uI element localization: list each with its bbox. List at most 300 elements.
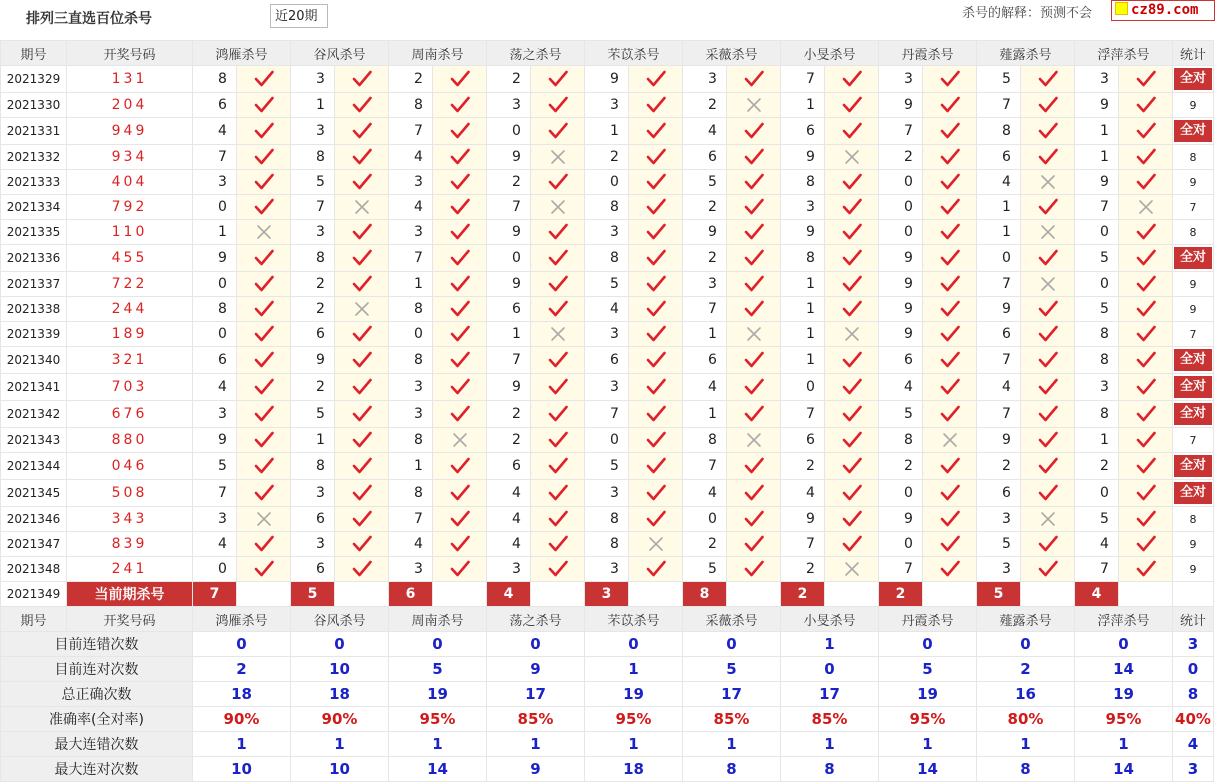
kill-number: 4 [683,118,727,145]
kill-number: 6 [487,297,531,322]
check-icon [727,507,781,532]
all-correct-badge: 全对 [1174,120,1212,142]
kill-number: 7 [487,195,531,220]
summary-value: 18 [193,682,291,707]
kill-number: 5 [977,532,1021,557]
check-icon [1021,93,1075,118]
summary-value: 0 [291,632,389,657]
kill-number: 2 [781,557,825,582]
kill-number: 2 [389,66,433,93]
check-icon [433,374,487,401]
check-icon [825,374,879,401]
kill-number-table [0,40,1214,782]
header-draw: 开奖号码 [67,41,193,66]
kill-number: 9 [487,374,531,401]
header-expert: 薤露杀号 [977,41,1075,66]
cross-icon [1021,272,1075,297]
kill-number: 7 [879,118,923,145]
check-icon [629,428,683,453]
kill-number: 8 [585,245,629,272]
check-icon [237,557,291,582]
header-expert: 周南杀号 [389,41,487,66]
kill-number: 7 [291,195,335,220]
summary-value: 1 [585,657,683,682]
check-icon [727,118,781,145]
table-row [1,93,1214,118]
check-icon [237,428,291,453]
issue-cell: 2021336 [1,245,67,272]
kill-number: 0 [879,195,923,220]
summary-value: 8 [781,757,879,782]
summary-value: 0 [389,632,487,657]
draw-number: 189 [67,322,193,347]
kill-number: 9 [585,66,629,93]
check-icon [825,220,879,245]
kill-number: 5 [879,401,923,428]
check-icon [1119,374,1173,401]
kill-number: 9 [781,220,825,245]
check-icon [923,374,977,401]
kill-number: 6 [193,93,237,118]
kill-number: 8 [1075,347,1119,374]
summary-value: 85% [781,707,879,732]
kill-number: 1 [1075,118,1119,145]
issue-cell: 2021338 [1,297,67,322]
kill-number: 8 [193,297,237,322]
table-row [1,507,1214,532]
check-icon [335,557,389,582]
kill-number: 4 [487,532,531,557]
issue-cell: 2021347 [1,532,67,557]
kill-number: 9 [781,507,825,532]
summary-stat: 3 [1173,632,1214,657]
check-icon [1021,118,1075,145]
check-icon [727,374,781,401]
current-kill-number: 4 [1075,582,1119,607]
stat-cell: 9 [1173,557,1214,582]
cross-icon [237,220,291,245]
kill-number: 8 [389,93,433,118]
current-kill-number: 3 [585,582,629,607]
check-icon [1119,93,1173,118]
check-icon [727,170,781,195]
summary-value: 1 [291,732,389,757]
summary-row [1,632,1214,657]
check-icon [1021,557,1075,582]
check-icon [335,93,389,118]
check-icon [1021,297,1075,322]
check-icon [237,401,291,428]
check-icon [727,347,781,374]
check-icon [923,195,977,220]
summary-stat: 40% [1173,707,1214,732]
summary-value: 14 [1075,757,1173,782]
kill-number: 3 [291,66,335,93]
kill-number: 8 [781,170,825,195]
check-icon [727,272,781,297]
current-kill-number: 5 [977,582,1021,607]
draw-number: 321 [67,347,193,374]
summary-value: 1 [781,732,879,757]
kill-number: 9 [879,272,923,297]
summary-value: 1 [977,732,1075,757]
check-icon [335,272,389,297]
kill-number: 2 [1075,453,1119,480]
kill-number: 4 [389,532,433,557]
kill-number: 5 [977,66,1021,93]
header-issue: 期号 [1,41,67,66]
summary-value: 95% [879,707,977,732]
table-row [1,347,1214,374]
table-row [1,322,1214,347]
check-icon [237,66,291,93]
draw-number: 343 [67,507,193,532]
check-icon [629,480,683,507]
kill-number: 0 [879,220,923,245]
check-icon [825,66,879,93]
current-kill-blank [531,582,585,607]
cross-icon [335,195,389,220]
current-kill-blank [1021,582,1075,607]
kill-number: 3 [585,374,629,401]
summary-value: 19 [585,682,683,707]
table-row [1,145,1214,170]
check-icon [727,401,781,428]
kill-number: 9 [487,145,531,170]
header-row [1,41,1214,66]
header-stat: 统计 [1173,607,1214,632]
check-icon [531,557,585,582]
draw-number: 676 [67,401,193,428]
check-icon [335,66,389,93]
check-icon [1021,480,1075,507]
check-icon [1021,245,1075,272]
summary-value: 16 [977,682,1075,707]
draw-number: 722 [67,272,193,297]
check-icon [433,507,487,532]
kill-number: 1 [781,322,825,347]
kill-number: 6 [291,322,335,347]
summary-value: 8 [683,757,781,782]
check-icon [825,170,879,195]
summary-row [1,682,1214,707]
kill-number: 4 [193,118,237,145]
draw-number: 839 [67,532,193,557]
header-expert: 芣苡杀号 [585,607,683,632]
kill-number: 0 [487,118,531,145]
cross-icon [727,93,781,118]
kill-number: 0 [879,170,923,195]
kill-number: 9 [879,93,923,118]
table-row [1,297,1214,322]
summary-row [1,757,1214,782]
kill-number: 5 [683,170,727,195]
draw-number: 046 [67,453,193,480]
kill-number: 8 [585,195,629,220]
current-kill-blank [1119,582,1173,607]
kill-number: 3 [683,272,727,297]
stat-cell: 9 [1173,297,1214,322]
summary-value: 18 [585,757,683,782]
cross-icon [727,322,781,347]
kill-number: 0 [193,272,237,297]
kill-number: 8 [193,66,237,93]
check-icon [335,532,389,557]
kill-number: 4 [683,374,727,401]
kill-number: 1 [585,118,629,145]
table-row [1,195,1214,220]
draw-number: 703 [67,374,193,401]
check-icon [825,93,879,118]
kill-number: 4 [193,374,237,401]
summary-value: 0 [977,632,1075,657]
kill-number: 7 [683,453,727,480]
check-icon [531,428,585,453]
check-icon [923,66,977,93]
summary-value: 95% [389,707,487,732]
check-icon [825,401,879,428]
issue-cell: 2021335 [1,220,67,245]
check-icon [1119,532,1173,557]
check-icon [335,322,389,347]
check-icon [531,374,585,401]
kill-number: 5 [1075,507,1119,532]
kill-number: 1 [977,195,1021,220]
check-icon [1119,145,1173,170]
check-icon [335,428,389,453]
table-row [1,170,1214,195]
kill-number: 3 [193,170,237,195]
check-icon [433,557,487,582]
check-icon [727,453,781,480]
check-icon [629,297,683,322]
kill-number: 0 [977,245,1021,272]
kill-number: 1 [781,272,825,297]
check-icon [433,145,487,170]
summary-stat: 8 [1173,682,1214,707]
cross-icon [923,428,977,453]
kill-number: 1 [389,272,433,297]
kill-number: 6 [683,145,727,170]
kill-number: 7 [193,145,237,170]
check-icon [531,347,585,374]
check-icon [923,322,977,347]
check-icon [727,145,781,170]
summary-value: 19 [389,682,487,707]
stat-cell: 8 [1173,145,1214,170]
summary-value: 0 [683,632,781,657]
kill-number: 3 [1075,374,1119,401]
kill-number: 1 [977,220,1021,245]
summary-value: 1 [879,732,977,757]
all-correct-badge: 全对 [1174,455,1212,477]
check-icon [923,272,977,297]
draw-number: 110 [67,220,193,245]
summary-value: 1 [683,732,781,757]
check-icon [335,480,389,507]
cross-icon [335,297,389,322]
header-expert: 鸿雁杀号 [193,607,291,632]
check-icon [923,557,977,582]
check-icon [433,245,487,272]
kill-number: 7 [781,401,825,428]
kill-number: 8 [781,245,825,272]
summary-value: 8 [977,757,1075,782]
kill-number: 8 [291,245,335,272]
check-icon [727,245,781,272]
kill-number: 2 [487,428,531,453]
check-icon [1119,118,1173,145]
issue-cell: 2021340 [1,347,67,374]
kill-number: 6 [585,347,629,374]
kill-number: 3 [487,93,531,118]
check-icon [629,170,683,195]
summary-value: 0 [879,632,977,657]
kill-number: 1 [781,93,825,118]
summary-value: 85% [683,707,781,732]
check-icon [1119,322,1173,347]
cross-icon [727,428,781,453]
header-expert: 采薇杀号 [683,41,781,66]
summary-value: 2 [977,657,1075,682]
check-icon [825,118,879,145]
kill-number: 5 [291,170,335,195]
summary-label: 目前连错次数 [1,632,193,657]
check-icon [1119,401,1173,428]
kill-number: 0 [1075,272,1119,297]
kill-number: 0 [585,428,629,453]
check-icon [335,170,389,195]
check-icon [433,480,487,507]
kill-number: 9 [977,428,1021,453]
kill-number: 3 [291,220,335,245]
summary-value: 10 [291,757,389,782]
kill-number: 7 [585,401,629,428]
header-expert: 小旻杀号 [781,41,879,66]
issue-cell: 2021334 [1,195,67,220]
issue-cell: 2021337 [1,272,67,297]
kill-number: 3 [977,557,1021,582]
kill-number: 3 [389,401,433,428]
kill-number: 8 [977,118,1021,145]
summary-label: 最大连对次数 [1,757,193,782]
kill-number: 3 [389,557,433,582]
header-stat: 统计 [1173,41,1214,66]
cross-icon [825,145,879,170]
summary-value: 14 [879,757,977,782]
check-icon [629,507,683,532]
check-icon [727,480,781,507]
kill-number: 8 [291,453,335,480]
kill-number: 4 [487,480,531,507]
kill-number: 3 [585,480,629,507]
range-select[interactable]: 近20期 [270,4,328,28]
summary-row [1,707,1214,732]
kill-number: 7 [977,401,1021,428]
kill-number: 7 [977,347,1021,374]
kill-number: 1 [291,428,335,453]
header-expert: 鸿雁杀号 [193,41,291,66]
check-icon [629,93,683,118]
all-correct-badge: 全对 [1174,376,1212,398]
kill-number: 6 [781,428,825,453]
table-row [1,245,1214,272]
check-icon [727,195,781,220]
all-correct-badge: 全对 [1174,247,1212,269]
check-icon [433,195,487,220]
draw-number: 404 [67,170,193,195]
check-icon [1119,480,1173,507]
kill-number: 9 [487,220,531,245]
summary-value: 1 [1075,732,1173,757]
check-icon [923,347,977,374]
summary-value: 10 [291,657,389,682]
stat-cell [1173,401,1214,428]
current-stat-blank [1173,582,1214,607]
current-kill-number: 7 [193,582,237,607]
kill-number: 1 [683,322,727,347]
stat-cell: 7 [1173,195,1214,220]
kill-number: 4 [977,374,1021,401]
summary-value: 80% [977,707,1075,732]
kill-number: 9 [1075,170,1119,195]
kill-number: 0 [1075,480,1119,507]
header-expert: 谷风杀号 [291,607,389,632]
kill-number: 2 [683,245,727,272]
table-row [1,220,1214,245]
kill-number: 6 [781,118,825,145]
current-kill-number: 8 [683,582,727,607]
kill-number: 2 [879,453,923,480]
kill-number: 8 [585,532,629,557]
all-correct-badge: 全对 [1174,482,1212,504]
kill-number: 3 [585,557,629,582]
current-kill-blank [237,582,291,607]
issue-cell: 2021341 [1,374,67,401]
kill-number: 0 [389,322,433,347]
check-icon [629,453,683,480]
check-icon [433,297,487,322]
kill-number: 3 [585,220,629,245]
kill-number: 7 [781,532,825,557]
check-icon [1021,401,1075,428]
summary-value: 0 [1075,632,1173,657]
check-icon [1119,557,1173,582]
kill-number: 7 [1075,557,1119,582]
check-icon [923,532,977,557]
check-icon [825,507,879,532]
summary-header-row [1,607,1214,632]
current-kill-blank [923,582,977,607]
check-icon [237,453,291,480]
site-logo[interactable] [1111,0,1215,21]
cross-icon [1021,220,1075,245]
kill-number: 1 [683,401,727,428]
stat-cell: 7 [1173,428,1214,453]
stat-cell: 9 [1173,170,1214,195]
check-icon [629,322,683,347]
stat-cell [1173,453,1214,480]
all-correct-badge: 全对 [1174,68,1212,90]
kill-number: 2 [291,374,335,401]
check-icon [825,195,879,220]
kill-number: 1 [389,453,433,480]
summary-value: 9 [487,657,585,682]
kill-number: 8 [683,428,727,453]
check-icon [1021,428,1075,453]
summary-value: 85% [487,707,585,732]
table-row [1,66,1214,93]
